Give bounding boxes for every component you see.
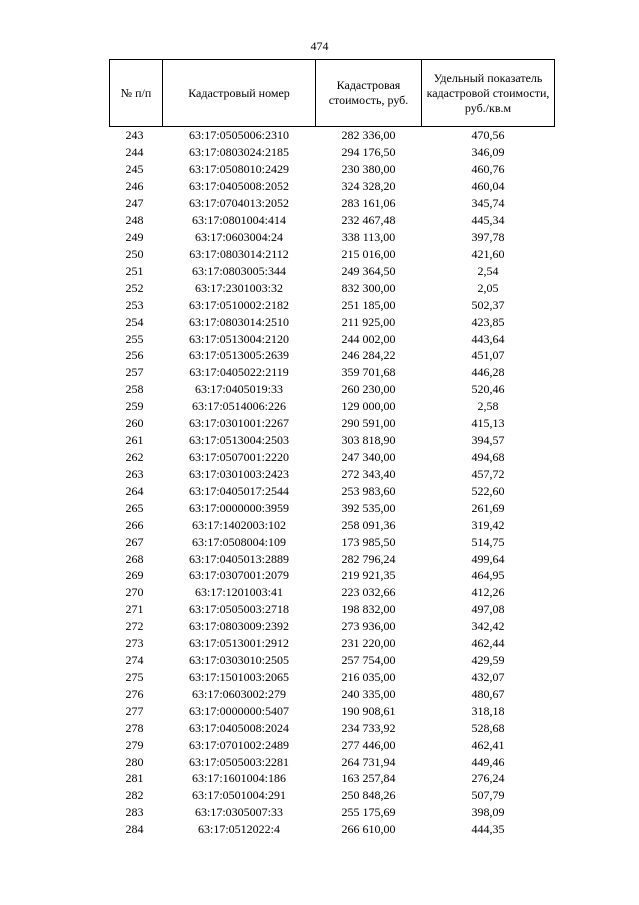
specific-indicator-cell: 445,34 — [471, 213, 505, 228]
specific-indicator-cell: 522,60 — [471, 483, 505, 498]
table-row — [110, 449, 555, 466]
row-number-cell: 250 — [125, 246, 144, 261]
table-row — [110, 347, 555, 364]
cadastral-cost-cell: 232 467,48 — [341, 213, 396, 228]
cadastral-cost-cell: 257 754,00 — [341, 653, 396, 668]
cadastral-number-cell: 63:17:0405017:2544 — [188, 483, 289, 498]
header-specific-indicator: Удельный показатель кадастровой стоимости, руб./кв.м — [422, 60, 555, 127]
specific-indicator-cell: 2,58 — [477, 399, 499, 414]
cadastral-cost-cell: 359 701,68 — [341, 365, 396, 380]
cadastral-number-cell: 63:17:1501003:2065 — [188, 669, 289, 684]
row-number-cell: 280 — [125, 754, 144, 769]
row-number-cell: 273 — [125, 636, 144, 651]
cadastral-cost-cell: 290 591,00 — [341, 416, 396, 431]
cadastral-cost-cell: 832 300,00 — [341, 280, 396, 295]
cadastral-number-cell: 63:17:0510002:2182 — [188, 297, 289, 312]
cadastral-cost-cell: 249 364,50 — [341, 263, 396, 278]
row-number-cell: 276 — [125, 686, 144, 701]
cadastral-cost-cell: 258 091,36 — [341, 517, 396, 532]
table-row — [110, 144, 555, 161]
cadastral-value-table — [109, 59, 555, 838]
specific-indicator-cell: 421,60 — [471, 246, 505, 261]
row-number-cell: 248 — [125, 213, 144, 228]
table-row — [110, 212, 555, 229]
row-number-cell: 243 — [125, 128, 144, 143]
specific-indicator-cell: 528,68 — [471, 720, 505, 735]
table-row — [110, 753, 555, 770]
cadastral-number-cell: 63:17:0405008:2052 — [188, 179, 289, 194]
table-row — [110, 279, 555, 296]
cadastral-cost-cell: 294 176,50 — [341, 145, 396, 160]
cadastral-number-cell: 63:17:0603004:24 — [194, 229, 283, 244]
specific-indicator-cell: 457,72 — [471, 466, 505, 481]
cadastral-number-cell: 63:17:0512022:4 — [197, 822, 280, 837]
cadastral-cost-cell: 273 936,00 — [341, 619, 396, 634]
cadastral-number-cell: 63:17:0505006:2310 — [188, 128, 289, 143]
cadastral-cost-cell: 190 908,61 — [341, 703, 396, 718]
cadastral-number-cell: 63:17:1201003:41 — [194, 585, 283, 600]
specific-indicator-cell: 460,76 — [471, 162, 505, 177]
specific-indicator-cell: 520,46 — [471, 382, 505, 397]
cadastral-cost-cell: 324 328,20 — [341, 179, 396, 194]
row-number-cell: 263 — [125, 466, 144, 481]
table-header-row — [110, 60, 555, 127]
cadastral-number-cell: 63:17:0803014:2510 — [188, 314, 289, 329]
row-number-cell: 252 — [125, 280, 144, 295]
table-row — [110, 262, 555, 279]
table-row — [110, 195, 555, 212]
table-row — [110, 516, 555, 533]
table-row — [110, 415, 555, 432]
row-number-cell: 267 — [125, 534, 144, 549]
specific-indicator-cell: 319,42 — [471, 517, 505, 532]
specific-indicator-cell: 423,85 — [471, 314, 505, 329]
table-row — [110, 804, 555, 821]
specific-indicator-cell: 502,37 — [471, 297, 505, 312]
cadastral-cost-cell: 282 796,24 — [341, 551, 396, 566]
cadastral-number-cell: 63:17:0513005:2639 — [188, 348, 289, 363]
table-row — [110, 533, 555, 550]
specific-indicator-cell: 449,46 — [471, 754, 505, 769]
cadastral-number-cell: 63:17:0508004:109 — [191, 534, 286, 549]
specific-indicator-cell: 462,44 — [471, 636, 505, 651]
cadastral-number-cell: 63:17:0513004:2120 — [188, 331, 289, 346]
cadastral-cost-cell: 219 921,35 — [341, 568, 396, 583]
table-row — [110, 635, 555, 652]
specific-indicator-cell: 318,18 — [471, 703, 505, 718]
cadastral-number-cell: 63:17:0405008:2024 — [188, 720, 289, 735]
cadastral-cost-cell: 250 848,26 — [341, 788, 396, 803]
table-row — [110, 550, 555, 567]
row-number-cell: 262 — [125, 449, 144, 464]
table-row — [110, 127, 555, 144]
table-row — [110, 296, 555, 313]
cadastral-number-cell: 63:17:0513004:2503 — [188, 433, 289, 448]
specific-indicator-cell: 480,67 — [471, 686, 505, 701]
table-row — [110, 499, 555, 516]
table-row — [110, 398, 555, 415]
cadastral-cost-cell: 247 340,00 — [341, 449, 396, 464]
table-row — [110, 178, 555, 195]
cadastral-number-cell: 63:17:0405013:2889 — [188, 551, 289, 566]
table-row — [110, 465, 555, 482]
specific-indicator-cell: 2,05 — [477, 280, 499, 295]
cadastral-cost-cell: 231 220,00 — [341, 636, 396, 651]
table-row — [110, 567, 555, 584]
table-row — [110, 245, 555, 262]
specific-indicator-cell: 261,69 — [471, 500, 505, 515]
row-number-cell: 264 — [125, 483, 144, 498]
row-number-cell: 257 — [125, 365, 144, 380]
cadastral-number-cell: 63:17:0603002:279 — [191, 686, 286, 701]
cadastral-number-cell: 63:17:1402003:102 — [191, 517, 286, 532]
row-number-cell: 271 — [125, 602, 144, 617]
cadastral-cost-cell: 215 016,00 — [341, 246, 396, 261]
specific-indicator-cell: 451,07 — [471, 348, 505, 363]
specific-indicator-cell: 507,79 — [471, 788, 505, 803]
cadastral-number-cell: 63:17:1601004:186 — [191, 771, 286, 786]
specific-indicator-cell: 412,26 — [471, 585, 505, 600]
row-number-cell: 268 — [125, 551, 144, 566]
row-number-cell: 283 — [125, 805, 144, 820]
cadastral-cost-cell: 230 380,00 — [341, 162, 396, 177]
table-row — [110, 618, 555, 635]
cadastral-number-cell: 63:17:0307001:2079 — [188, 568, 289, 583]
cadastral-cost-cell: 234 733,92 — [341, 720, 396, 735]
cadastral-cost-cell: 282 336,00 — [341, 128, 396, 143]
cadastral-number-cell: 63:17:0803009:2392 — [188, 619, 289, 634]
table-row — [110, 482, 555, 499]
specific-indicator-cell: 432,07 — [471, 669, 505, 684]
cadastral-number-cell: 63:17:2301003:32 — [194, 280, 283, 295]
table-row — [110, 702, 555, 719]
cadastral-cost-cell: 266 610,00 — [341, 822, 396, 837]
cadastral-number-cell: 63:17:0514006:226 — [191, 399, 286, 414]
cadastral-cost-cell: 211 925,00 — [341, 314, 396, 329]
cadastral-number-cell: 63:17:0000000:5407 — [188, 703, 289, 718]
row-number-cell: 266 — [125, 517, 144, 532]
cadastral-number-cell: 63:17:0301003:2423 — [188, 466, 289, 481]
page-number: 474 — [310, 39, 329, 53]
row-number-cell: 251 — [125, 263, 144, 278]
specific-indicator-cell: 345,74 — [471, 196, 505, 211]
cadastral-cost-cell: 260 230,00 — [341, 382, 396, 397]
cadastral-cost-cell: 272 343,40 — [341, 466, 396, 481]
row-number-cell: 253 — [125, 297, 144, 312]
cadastral-number-cell: 63:17:0513001:2912 — [188, 636, 289, 651]
row-number-cell: 282 — [125, 788, 144, 803]
cadastral-cost-cell: 244 002,00 — [341, 331, 396, 346]
cadastral-cost-cell: 303 818,90 — [341, 433, 396, 448]
table-row — [110, 364, 555, 381]
cadastral-cost-cell: 255 175,69 — [341, 805, 396, 820]
row-number-cell: 258 — [125, 382, 144, 397]
header-row-number: № п/п — [110, 60, 163, 127]
cadastral-cost-cell: 246 284,22 — [341, 348, 396, 363]
row-number-cell: 274 — [125, 653, 144, 668]
cadastral-number-cell: 63:17:0507001:2220 — [188, 449, 289, 464]
row-number-cell: 277 — [125, 703, 144, 718]
specific-indicator-cell: 398,09 — [471, 805, 505, 820]
cadastral-number-cell: 63:17:0505003:2281 — [188, 754, 289, 769]
specific-indicator-cell: 443,64 — [471, 331, 505, 346]
specific-indicator-cell: 444,35 — [471, 822, 505, 837]
header-cadastral-cost: Кадастровая стоимость, руб. — [316, 60, 422, 127]
row-number-cell: 249 — [125, 229, 144, 244]
cadastral-cost-cell: 216 035,00 — [341, 669, 396, 684]
cadastral-number-cell: 63:17:0701002:2489 — [188, 737, 289, 752]
cadastral-number-cell: 63:17:0803024:2185 — [188, 145, 289, 160]
specific-indicator-cell: 460,04 — [471, 179, 505, 194]
specific-indicator-cell: 346,09 — [471, 145, 505, 160]
row-number-cell: 278 — [125, 720, 144, 735]
cadastral-cost-cell: 129 000,00 — [341, 399, 396, 414]
cadastral-number-cell: 63:17:0801004:414 — [191, 213, 286, 228]
cadastral-cost-cell: 163 257,84 — [341, 771, 396, 786]
table-row — [110, 313, 555, 330]
cadastral-cost-cell: 392 535,00 — [341, 500, 396, 515]
specific-indicator-cell: 462,41 — [471, 737, 505, 752]
specific-indicator-cell: 470,56 — [471, 128, 505, 143]
row-number-cell: 284 — [125, 822, 144, 837]
cadastral-number-cell: 63:17:0000000:3959 — [188, 500, 289, 515]
cadastral-number-cell: 63:17:0508010:2429 — [188, 162, 289, 177]
table-row — [110, 669, 555, 686]
table-row — [110, 601, 555, 618]
specific-indicator-cell: 514,75 — [471, 534, 505, 549]
cadastral-cost-cell: 240 335,00 — [341, 686, 396, 701]
cadastral-number-cell: 63:17:0501004:291 — [191, 788, 286, 803]
row-number-cell: 259 — [125, 399, 144, 414]
cadastral-number-cell: 63:17:0301001:2267 — [188, 416, 289, 431]
specific-indicator-cell: 494,68 — [471, 449, 505, 464]
table-body — [110, 127, 555, 838]
cadastral-cost-cell: 277 446,00 — [341, 737, 396, 752]
table-row — [110, 719, 555, 736]
cadastral-cost-cell: 223 032,66 — [341, 585, 396, 600]
row-number-cell: 281 — [125, 771, 144, 786]
header-cadastral-number: Кадастровый номер — [163, 60, 316, 127]
specific-indicator-cell: 497,08 — [471, 602, 505, 617]
table-row — [110, 432, 555, 449]
specific-indicator-cell: 429,59 — [471, 653, 505, 668]
cadastral-cost-cell: 173 985,50 — [341, 534, 396, 549]
table-row — [110, 584, 555, 601]
row-number-cell: 260 — [125, 416, 144, 431]
specific-indicator-cell: 397,78 — [471, 229, 505, 244]
cadastral-number-cell: 63:17:0305007:33 — [194, 805, 283, 820]
table-row — [110, 685, 555, 702]
specific-indicator-cell: 499,64 — [471, 551, 505, 566]
specific-indicator-cell: 342,42 — [471, 619, 505, 634]
cadastral-number-cell: 63:17:0303010:2505 — [188, 653, 289, 668]
cadastral-number-cell: 63:17:0803005:344 — [191, 263, 286, 278]
specific-indicator-cell: 464,95 — [471, 568, 505, 583]
specific-indicator-cell: 276,24 — [471, 771, 505, 786]
table-row — [110, 381, 555, 398]
row-number-cell: 272 — [125, 619, 144, 634]
row-number-cell: 265 — [125, 500, 144, 515]
cadastral-number-cell: 63:17:0803014:2112 — [189, 246, 289, 261]
row-number-cell: 279 — [125, 737, 144, 752]
cadastral-cost-cell: 283 161,06 — [341, 196, 396, 211]
table-row — [110, 330, 555, 347]
table-row — [110, 787, 555, 804]
table-row — [110, 652, 555, 669]
row-number-cell: 275 — [125, 669, 144, 684]
specific-indicator-cell: 2,54 — [477, 263, 499, 278]
table-row — [110, 821, 555, 838]
row-number-cell: 256 — [125, 348, 144, 363]
row-number-cell: 269 — [125, 568, 144, 583]
cadastral-number-cell: 63:17:0704013:2052 — [188, 196, 289, 211]
row-number-cell: 270 — [125, 585, 144, 600]
table-row — [110, 770, 555, 787]
cadastral-cost-cell: 338 113,00 — [341, 229, 396, 244]
cadastral-cost-cell: 264 731,94 — [341, 754, 396, 769]
row-number-cell: 247 — [125, 196, 144, 211]
row-number-cell: 255 — [125, 331, 144, 346]
cadastral-number-cell: 63:17:0405019:33 — [194, 382, 283, 397]
row-number-cell: 254 — [125, 314, 144, 329]
specific-indicator-cell: 394,57 — [471, 433, 505, 448]
specific-indicator-cell: 415,13 — [471, 416, 505, 431]
table-row — [110, 161, 555, 178]
cadastral-number-cell: 63:17:0405022:2119 — [189, 365, 289, 380]
row-number-cell: 245 — [125, 162, 144, 177]
table-row — [110, 736, 555, 753]
cadastral-cost-cell: 198 832,00 — [341, 602, 396, 617]
cadastral-cost-cell: 253 983,60 — [341, 483, 396, 498]
row-number-cell: 246 — [125, 179, 144, 194]
cadastral-cost-cell: 251 185,00 — [341, 297, 396, 312]
row-number-cell: 261 — [125, 433, 144, 448]
row-number-cell: 244 — [125, 145, 144, 160]
specific-indicator-cell: 446,28 — [471, 365, 505, 380]
cadastral-number-cell: 63:17:0505003:2718 — [188, 602, 289, 617]
table-row — [110, 229, 555, 246]
